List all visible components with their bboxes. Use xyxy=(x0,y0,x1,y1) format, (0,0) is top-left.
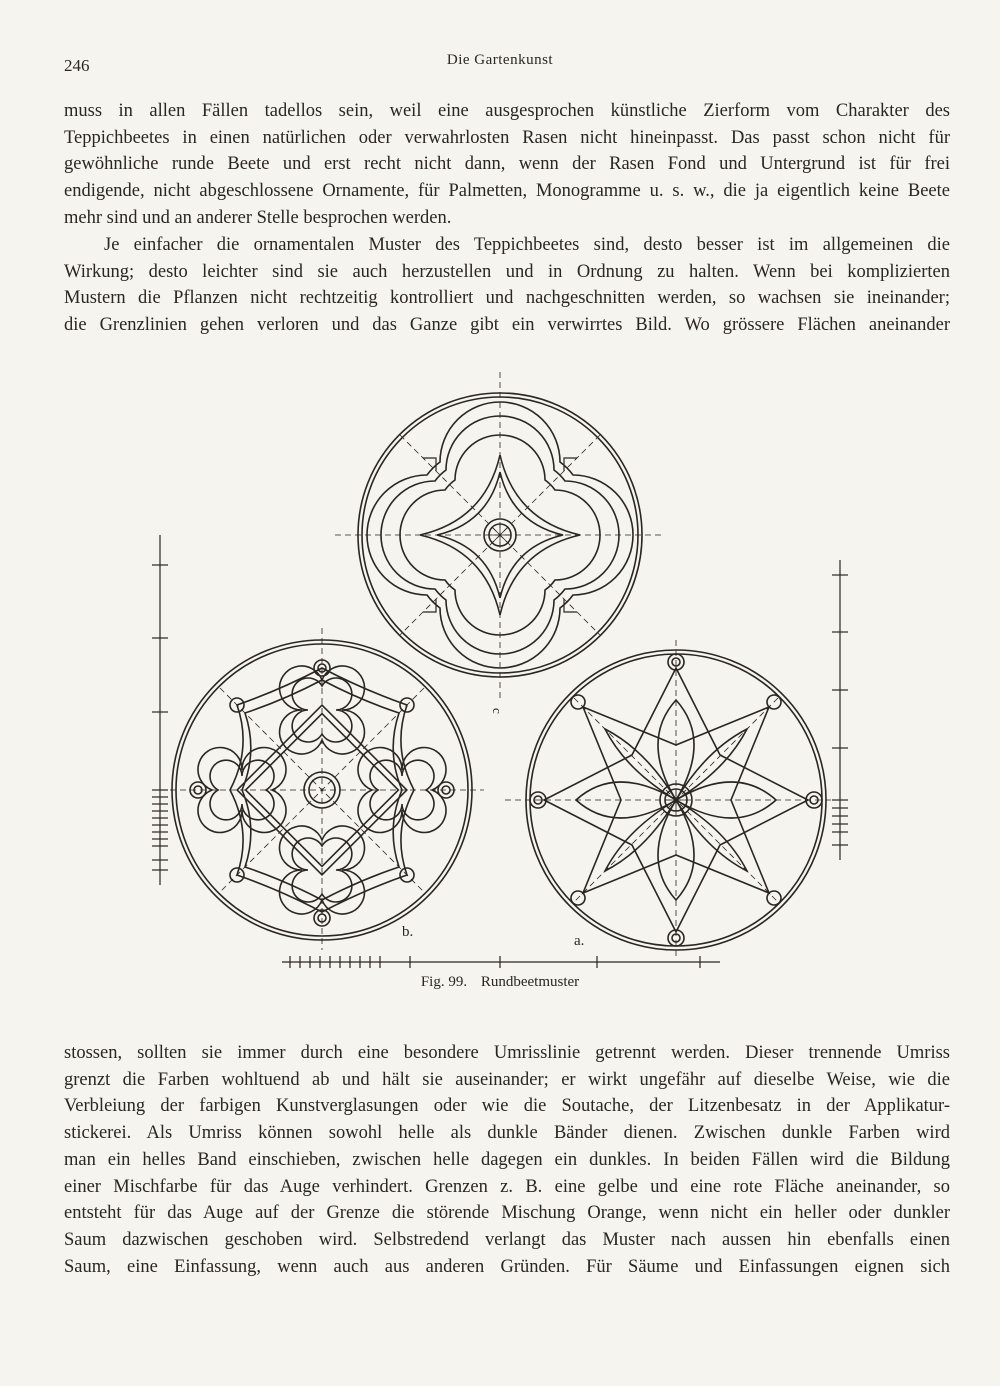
text-line: endigende, nicht abgeschlossene Ornamente, für Palmetten, Monogramme u. s. w., die ja eigentlich keine Beete xyxy=(64,181,950,202)
pattern-b xyxy=(160,628,484,950)
scale-bar-left xyxy=(152,535,168,885)
figure-label-c: c xyxy=(490,708,505,714)
text-line: Saum dazwischen geschoben wird. Selbstredend verlangt das Muster nach aussen hin ebenfalls einen xyxy=(64,1229,950,1250)
text-line: Mustern die Pflanzen nicht rechtzeitig kontrolliert und nachgeschnitten werden, so wachsen sie ineinander; xyxy=(64,288,950,309)
text-line: man ein helles Band einschieben, zwischen helle dagegen ein dunkles. In beiden Fällen wird die Bildung xyxy=(64,1149,950,1170)
text-line: stickerei. Als Umriss können sowohl helle als dunkle Bänder dienen. Zwischen dunkle Farben wird xyxy=(64,1123,950,1144)
text-line: mehr sind und an anderer Stelle besprochen werden. xyxy=(64,207,452,228)
round-bed-patterns-figure xyxy=(0,360,1000,972)
pattern-c xyxy=(335,372,665,700)
paragraph-1 xyxy=(64,98,950,232)
text-line: die Grenzlinien gehen verloren und das Ganze gibt ein verwirrtes Bild. Wo grössere Flächen aneinander xyxy=(64,315,950,336)
text-line: Wirkung; desto leichter sind sie auch herzustellen und in Ordnung zu halten. Wenn bei komplizierten xyxy=(64,261,950,282)
text-line: Teppichbeetes in einen natürlichen oder verwahrlosten Rasen nicht hineinpasst. Das passt schon nicht für xyxy=(64,127,950,148)
running-head: Die Gartenkunst xyxy=(446,52,554,68)
figure-number: Fig. 99. xyxy=(420,974,468,990)
text-line: Saum, eine Einfassung, wenn auch aus anderen Gründen. Für Säume und Einfassungen eignen sich xyxy=(64,1256,950,1277)
text-line: Verbleiung der farbigen Kunstverglasungen oder wie die Soutache, der Litzenbesatz in der Applikatur- xyxy=(64,1096,950,1117)
pattern-a xyxy=(505,640,845,960)
text-line: gewöhnliche runde Beete und erst recht nicht dann, wenn der Rasen Fond und Untergrund ist für frei xyxy=(64,154,950,175)
page-number: 246 xyxy=(64,56,90,75)
scale-bar-bottom xyxy=(282,956,720,968)
figure-label-b: b. xyxy=(402,924,414,940)
scale-bar-right xyxy=(832,560,848,860)
text-line: entsteht für das Auge auf der Grenze die störende Mischung Orange, wenn nicht ein heller oder dunkler xyxy=(64,1203,950,1224)
figure-title: Rundbeetmuster xyxy=(480,974,580,990)
paragraph-3 xyxy=(64,1040,950,1280)
text-line: einer Mischfarbe für das Auge verhindert. Grenzen z. B. eine gelbe und eine rote Fläche aneinander, so xyxy=(64,1176,950,1197)
text-line: Je einfacher die ornamentalen Muster des Teppichbeetes sind, desto besser ist im allgemeinen die xyxy=(104,235,950,255)
text-line: stossen, sollten sie immer durch eine besondere Umrisslinie getrennt werden. Dieser trennende Umriss xyxy=(64,1043,950,1063)
paragraph-2 xyxy=(64,232,950,339)
text-line: muss in allen Fällen tadellos sein, weil eine ausgesprochen künstliche Zierform vom Charakter des xyxy=(64,101,950,121)
text-line: grenzt die Farben wohltuend ab und hält sie auseinander; er wirkt ungefähr auf dieselbe Weise, wie die xyxy=(64,1069,950,1090)
figure-caption xyxy=(0,974,1000,991)
figure-label-a: a. xyxy=(574,933,585,949)
